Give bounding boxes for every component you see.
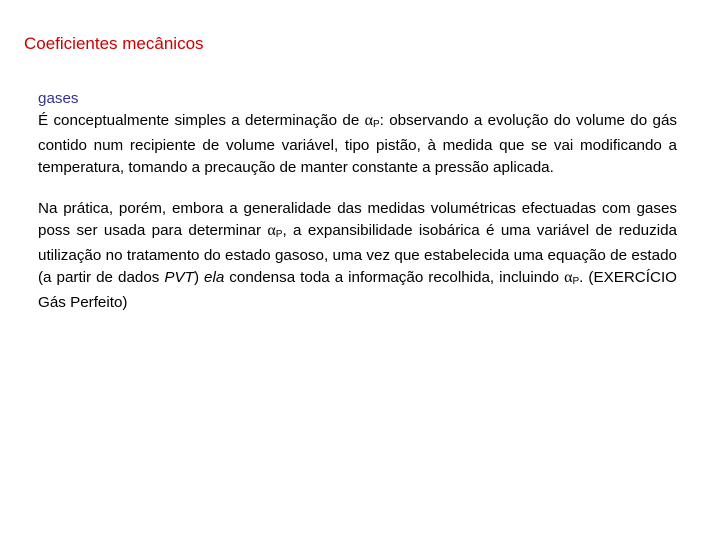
paragraph-1-text-a: É conceptualmente simples a determinação de [38, 111, 365, 129]
paragraph-1-text-b: : observando a evolução do volume do gás contido num recipiente de volume variável, tipo pistão, à medida que se vai modificando a temperatura, tomando a precaução de manter constante a pressão aplicada. [38, 111, 677, 176]
paragraph-1 [38, 88, 677, 178]
alpha-subscript: P [275, 228, 283, 240]
slide-content [38, 88, 677, 314]
slide-title: Coeficientes mecânicos [24, 34, 204, 53]
paragraph-2-text-d: condensa toda a informação recolhida, incluindo [224, 268, 565, 286]
alpha-symbol: α [267, 221, 276, 239]
paragraph-2 [38, 198, 677, 314]
section-heading: gases [38, 90, 79, 107]
ela-term: ela [204, 268, 225, 286]
alpha-subscript: P [572, 275, 580, 287]
alpha-symbol: α [364, 111, 373, 129]
paragraph-2-text-e: . (EXERCÍCIO Gás Perfeito) [38, 268, 677, 311]
paragraph-2-text-a: Na prática, porém, embora a generalidade das medidas volumétricas efectuadas com gases poss ser usada para determinar [38, 200, 677, 239]
paragraph-2-text-b: , a expansibilidade isobárica é uma variável de reduzida utilização no tratamento do estado gasoso, uma vez que estabelecida uma equação de estado (a partir de dados [38, 221, 677, 286]
alpha-symbol: α [564, 268, 573, 286]
paragraph-2-text-c: ) [193, 268, 204, 286]
pvt-term: PVT [164, 268, 194, 286]
alpha-subscript: P [372, 118, 380, 130]
